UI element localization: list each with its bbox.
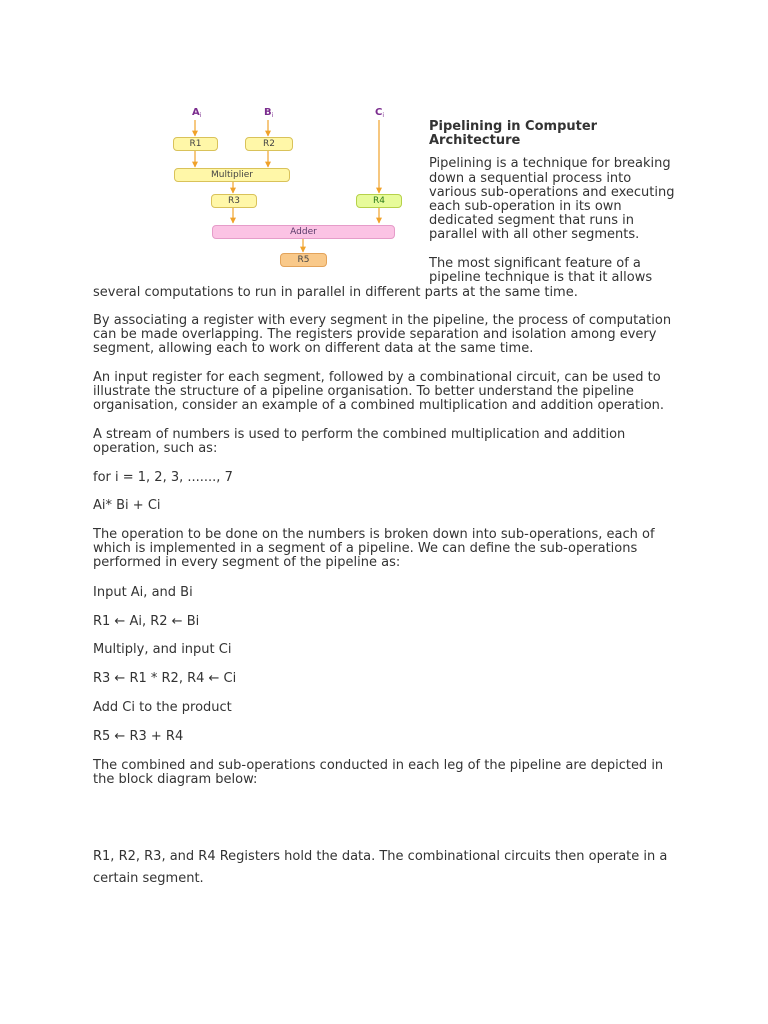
intro-paragraph: Pipelining is a technique for breaking down a sequential process into various sub-operations and executing each sub-operation in its own dedicated segment that runs in parallel with all other segments.: [429, 156, 675, 243]
step2-operation: R3 ← R1 * R2, R4 ← Ci: [93, 671, 237, 686]
step1-text: Input Ai, and Bi: [93, 585, 193, 600]
feature-paragraph-start: The most significant feature of a pipeline technique is that it allows: [429, 255, 653, 285]
formula-line: Ai* Bi + Ci: [93, 498, 161, 513]
pipeline-diagram: [150, 100, 420, 275]
input-a-label: $A_i$: [192, 107, 202, 119]
step3-operation: R5 ← R3 + R4: [93, 729, 184, 744]
diagram-arrows: [150, 100, 420, 275]
intro-column: [429, 120, 679, 285]
input-b-label: $B_i$: [264, 107, 274, 119]
article-title: Pipelining in Computer Architecture: [429, 119, 598, 149]
register-paragraph: By associating a register with every segment in the pipeline, the process of computation can be made overlapping. The registers provide separation and isolation among every segment, allowing each to work on different data at the same time.: [93, 313, 672, 357]
registers-paragraph: R1, R2, R3, and R4 Registers hold the data. The combinational circuits then operate in a certain segment.: [93, 849, 668, 886]
register-r5: R5: [280, 253, 327, 267]
input-register-paragraph: An input register for each segment, followed by a combinational circuit, can be used to illustrate the structure of a pipeline organisation. To better understand the pipeline organisation, consider an example of a combined multiplication and addition operation.: [93, 370, 665, 414]
step1-operation: R1 ← Ai, R2 ← Bi: [93, 614, 200, 629]
multiplier-block: Multiplier: [174, 168, 290, 182]
feature-paragraph-end: several computations to run in parallel in different parts at the same time.: [93, 285, 578, 300]
register-r1: R1: [173, 137, 218, 151]
step2-text: Multiply, and input Ci: [93, 642, 232, 657]
loop-line: for i = 1, 2, 3, ......., 7: [93, 470, 233, 485]
block-diagram-paragraph: The combined and sub-operations conducted in each leg of the pipeline are depicted in the block diagram below:: [93, 758, 664, 788]
step3-text: Add Ci to the product: [93, 700, 232, 715]
operation-paragraph: The operation to be done on the numbers is broken down into sub-operations, each of which is implemented in a segment of a pipeline. We can define the sub-operations performed in every segment of the pipeline as:: [93, 527, 655, 571]
input-c-label: $C_i$: [375, 107, 385, 119]
register-r3: R3: [211, 194, 257, 208]
register-r2: R2: [245, 137, 293, 151]
stream-paragraph: A stream of numbers is used to perform the combined multiplication and addition operation, such as:: [93, 427, 626, 457]
adder-block: Adder: [212, 225, 395, 239]
register-r4: R4: [356, 194, 402, 208]
